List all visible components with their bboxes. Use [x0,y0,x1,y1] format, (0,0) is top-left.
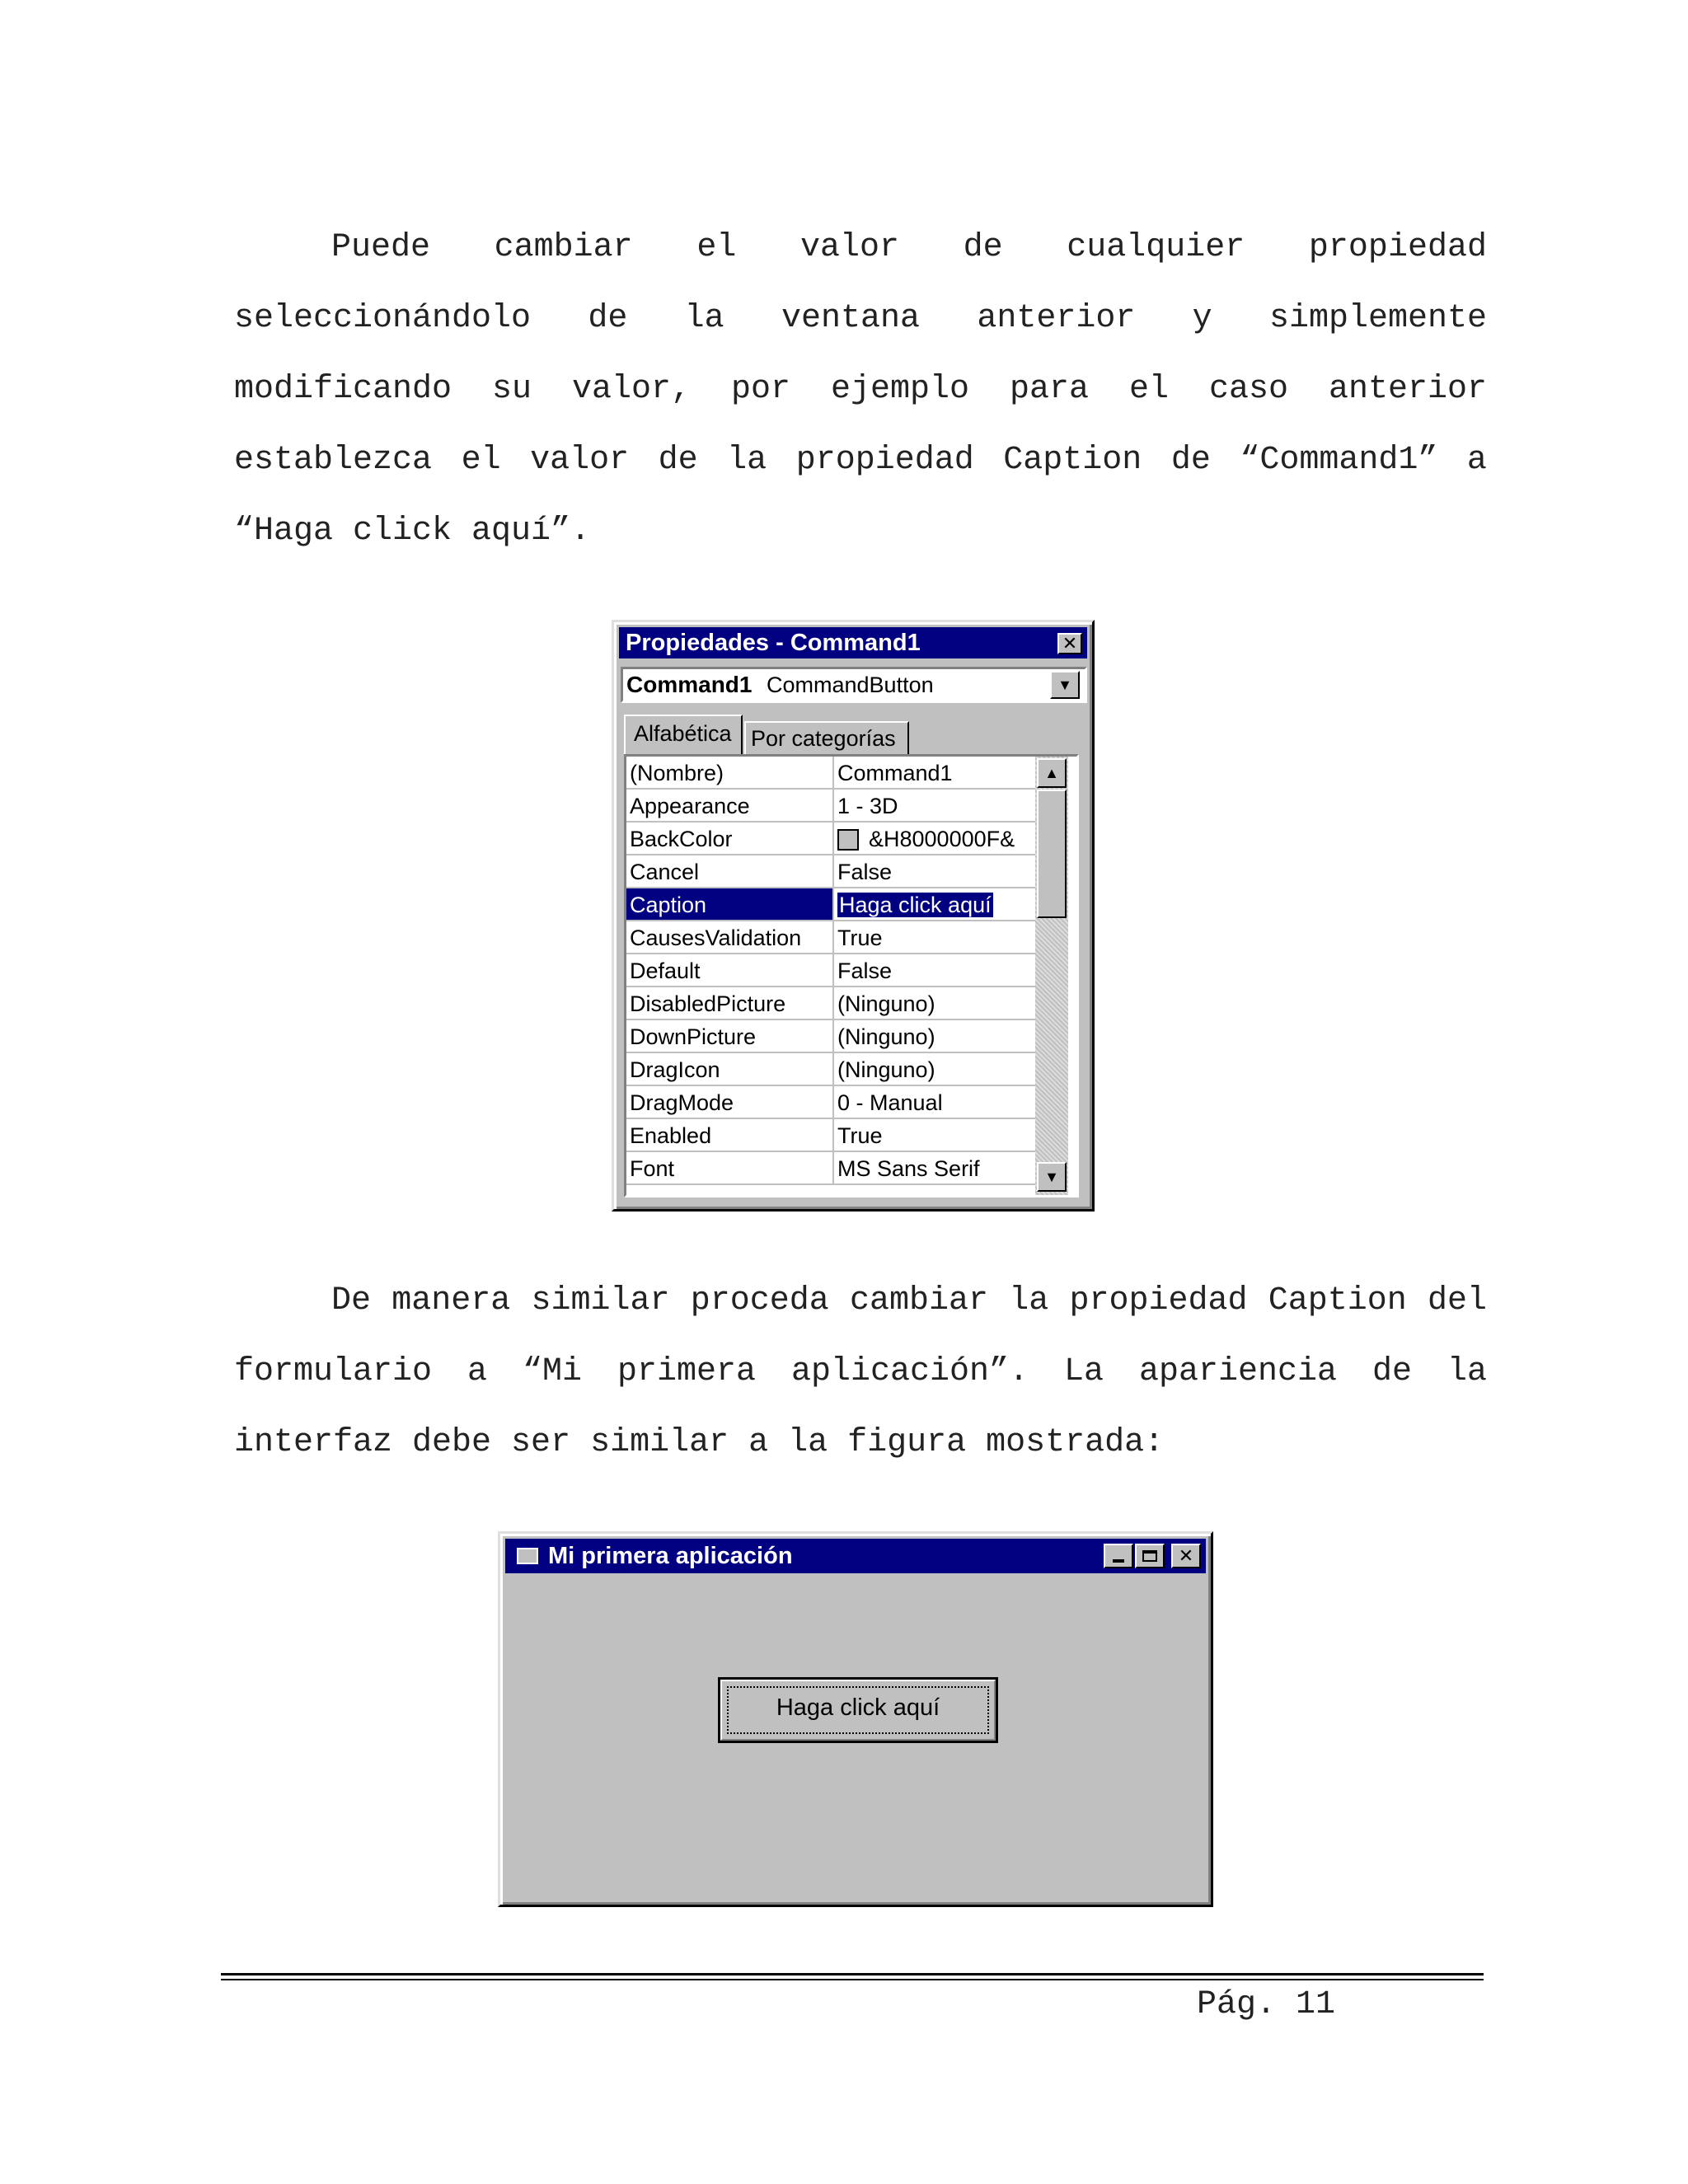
word: la [1009,1282,1049,1319]
property-name: Cancel [630,860,700,884]
caption-value-input[interactable] [837,893,993,918]
tab-alfabetica-label: Alfabética [634,721,732,746]
form-titlebar [505,1539,1206,1573]
chevron-down-icon: ▼ [1044,1168,1059,1185]
word: manera [392,1282,511,1319]
word: primera [617,1353,757,1390]
property-value-text: True [837,1123,883,1148]
word: “Mi [523,1353,583,1390]
tab-por-categorias-label: Por categorías [751,726,896,751]
word: a [467,1353,488,1390]
word: modificando [234,371,452,408]
property-name: Caption [626,888,832,920]
property-name: DragMode [630,1090,734,1115]
word: a [1466,442,1487,479]
word: La [1064,1353,1104,1390]
word: proceda [690,1282,829,1319]
word: De [331,1282,372,1319]
close-button[interactable] [1057,633,1082,654]
scroll-down-button[interactable] [1037,1162,1067,1192]
property-row[interactable] [626,1086,1035,1119]
word: para [1009,371,1089,408]
object-dropdown[interactable] [621,667,1087,703]
app-icon [517,1548,538,1564]
column-divider [832,757,834,788]
column-divider [832,921,834,953]
word: propiedad [1069,1282,1248,1319]
paragraph-1-line [234,354,1487,425]
column-divider [832,1152,834,1183]
word: el [1128,371,1169,408]
paragraph-1-line [234,284,1487,354]
property-value-text: (Ninguno) [837,1057,935,1082]
property-value [837,860,892,885]
paragraph-1 [234,213,1487,567]
column-divider [832,1119,834,1151]
object-type: CommandButton [767,673,934,697]
paragraph-1-line [234,213,1487,284]
property-value [837,926,883,951]
property-name: Appearance [630,794,750,818]
footer-rule [221,1973,1484,1975]
word: cambiar [494,229,633,266]
word: establezca [234,442,433,479]
word: Caption [1268,1282,1407,1319]
word: valor, [572,371,692,408]
word: formulario [234,1353,433,1390]
word: propiedad [795,442,974,479]
property-value [837,1156,980,1182]
property-value-text: Command1 [837,761,953,785]
word: el [696,229,737,266]
property-row[interactable] [626,921,1035,954]
word: la [684,300,724,337]
word: anterior [977,300,1136,337]
word: valor [530,442,630,479]
property-value [837,991,935,1017]
property-value [837,1057,935,1083]
word: la [727,442,767,479]
column-divider [832,1086,834,1118]
word: Caption [1003,442,1142,479]
property-value [837,761,953,786]
word: de [658,442,698,479]
column-divider [832,823,834,854]
property-name: Default [630,958,701,983]
property-name: (Nombre) [630,761,724,785]
property-name: BackColor [630,827,733,851]
property-name: DragIcon [630,1057,720,1082]
property-row[interactable] [626,987,1035,1020]
property-value-text: &H8000000F& [869,827,1015,851]
column-divider [832,954,834,986]
properties-titlebar [619,627,1087,658]
property-rows [626,757,1035,1195]
tab-por-categorias[interactable] [744,721,909,754]
scroll-up-button[interactable] [1037,758,1067,788]
column-divider [832,1053,834,1085]
property-value [837,827,1015,852]
word: de [1170,442,1211,479]
word: caso [1208,371,1288,408]
property-name: DownPicture [630,1024,757,1049]
scrollbar[interactable] [1035,757,1068,1195]
property-value-text: 1 - 3D [837,794,898,818]
property-value [837,1090,943,1116]
close-icon: ✕ [1062,633,1078,654]
chevron-down-icon: ▼ [1057,676,1072,693]
page-number: Pág. 11 [1197,1986,1336,2023]
paragraph-1-last-line: “Haga click aquí”. [234,513,591,550]
property-value [837,958,892,984]
property-row[interactable] [626,790,1035,823]
paragraph-1-line [234,425,1487,496]
property-value [837,794,898,819]
property-value-text: Haga click aquí [839,893,992,917]
minimize-icon [1113,1559,1124,1563]
paragraph-2-last-line: interfaz debe ser similar a la figura mostrada: [234,1424,1165,1461]
property-name: CausesValidation [630,926,802,950]
properties-title: Propiedades - Command1 [626,629,921,656]
word: cualquier [1067,229,1245,266]
property-value [837,1123,883,1149]
word: “Command1” [1240,442,1438,479]
column-divider [832,855,834,887]
word: la [1447,1353,1487,1390]
paragraph-2-line [234,1337,1487,1408]
paragraph-2-line [234,1266,1487,1337]
property-row[interactable] [626,888,1035,921]
property-name: Enabled [630,1123,712,1148]
scroll-thumb[interactable] [1037,790,1067,918]
haga-click-button-label: Haga click aquí [776,1694,940,1721]
object-name: Command1 [626,672,753,697]
word: su [492,371,532,408]
maximize-icon [1142,1550,1157,1562]
footer-rule-2 [221,1979,1484,1980]
property-row[interactable] [626,1119,1035,1152]
close-button[interactable] [1171,1544,1201,1568]
word: de [1372,1353,1413,1390]
word: de [588,300,628,337]
close-icon: ✕ [1178,1545,1194,1566]
property-name: DisabledPicture [630,991,786,1016]
properties-window [612,620,1095,1212]
word: Puede [331,229,431,266]
property-grid [624,754,1079,1197]
word: de [963,229,1003,266]
column-divider [832,790,834,821]
maximize-button[interactable] [1135,1544,1165,1568]
property-value-text: (Ninguno) [837,1024,935,1049]
haga-click-button[interactable] [718,1677,998,1743]
property-value-text: False [837,958,893,983]
property-row[interactable] [626,757,1035,790]
word: valor [799,229,899,266]
property-value-text: False [837,860,893,884]
word: del [1427,1282,1487,1319]
property-row[interactable] [626,823,1035,855]
property-value-text: True [837,926,883,950]
word: ventana [781,300,921,337]
word: anterior [1328,371,1487,408]
column-divider [832,888,834,920]
property-value-text: (Ninguno) [837,991,935,1016]
property-row[interactable] [626,855,1035,888]
word: apariencia [1138,1353,1338,1390]
chevron-up-icon: ▲ [1044,764,1059,781]
property-value-text: MS Sans Serif [837,1156,980,1181]
property-row[interactable] [626,1152,1035,1185]
word: simplemente [1268,300,1487,337]
dropdown-arrow-button[interactable] [1050,671,1080,699]
word: similar [531,1282,670,1319]
word: ejemplo [830,371,970,408]
word: el [461,442,501,479]
word: por [731,371,791,408]
property-row[interactable] [626,954,1035,987]
word: propiedad [1308,229,1487,266]
column-divider [832,1020,834,1052]
word: y [1192,300,1212,337]
property-row[interactable] [626,1053,1035,1086]
word: seleccionándolo [234,300,532,337]
property-name: Font [630,1156,675,1181]
word: aplicación”. [790,1353,1029,1390]
form-window [498,1531,1213,1907]
minimize-button[interactable] [1104,1544,1133,1568]
form-title: Mi primera aplicación [548,1542,793,1569]
paragraph-2 [234,1266,1487,1479]
property-value [837,1024,935,1050]
color-swatch [837,829,859,851]
tab-alfabetica[interactable] [624,715,743,754]
property-row[interactable] [626,1020,1035,1053]
word: cambiar [849,1282,989,1319]
property-value-text: 0 - Manual [837,1090,943,1115]
column-divider [832,987,834,1019]
